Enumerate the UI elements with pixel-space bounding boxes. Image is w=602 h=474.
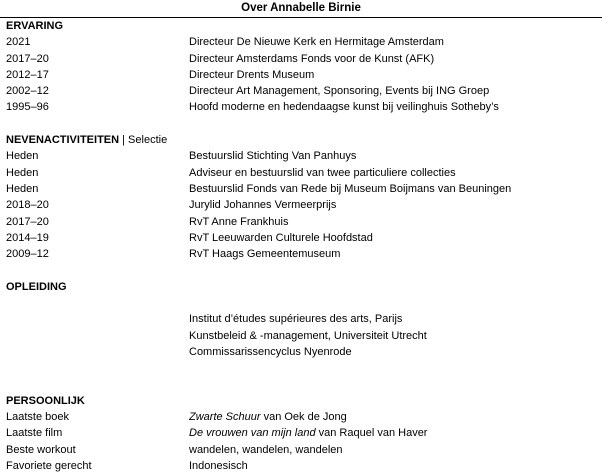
table-row [0,328,602,344]
period-cell: Heden [6,182,39,195]
period-cell: 2002–12 [6,85,49,98]
heading-nevenactiviteiten-suffix: | Selectie [119,134,168,147]
label-cell: Laatste boek [6,411,69,424]
table-row [0,442,602,458]
table-row [0,311,602,327]
table-row [0,344,602,360]
description-cell: RvT Anne Frankhuis [189,215,289,228]
description-cell: Adviseur en bestuurslid van twee particuliere collecties [189,166,456,179]
section-heading-persoonlijk [0,393,602,409]
description-cell: Directeur Amsterdams Fonds voor de Kunst (AFK) [189,52,435,65]
table-row [0,148,602,164]
description-cell: Hoofd moderne en hedendaagse kunst bij veilinghuis Sotheby’s [189,101,499,114]
heading-opleiding: OPLEIDING [6,280,67,293]
label-cell: Favoriete gerecht [6,460,92,473]
table-row [0,99,602,115]
table-row [0,230,602,246]
period-cell: 2017–20 [6,52,49,65]
period-cell: 1995–96 [6,101,49,114]
table-row [0,51,602,67]
spacer-row [0,377,602,393]
film-maker: van Raquel van Haver [315,427,428,440]
table-row [0,409,602,425]
description-cell: Commissarissencyclus Nyenrode [189,345,352,358]
period-cell [0,344,189,360]
book-author: van Oek de Jong [260,411,347,424]
spacer-row [0,360,602,376]
period-cell: 2021 [6,36,31,49]
spacer-row [0,295,602,311]
heading-persoonlijk: PERSOONLIJK [6,394,85,407]
spacer-row [0,262,602,278]
period-cell: 2018–20 [6,199,49,212]
period-cell [0,328,189,344]
heading-ervaring: ERVARING [6,20,64,32]
table-row [0,458,602,474]
period-cell: 2009–12 [6,248,49,261]
description-cell: Directeur De Nieuwe Kerk en Hermitage Amsterdam [189,36,444,49]
table-row [0,246,602,262]
section-heading-nevenactiviteiten [0,132,602,148]
description-cell: Indonesisch [189,460,248,473]
table-row [0,214,602,230]
period-cell: 2012–17 [6,68,49,81]
description-cell [189,425,602,441]
heading-nevenactiviteiten-label: NEVENACTIVITEITEN [6,134,120,147]
table-row [0,67,602,83]
description-cell: Institut d’études supérieures des arts, Parijs [189,313,403,326]
film-title: De vrouwen van mijn land [189,427,316,440]
period-cell: 2017–20 [6,215,49,228]
book-title: Zwarte Schuur [189,411,261,424]
description-cell: Directeur Art Management, Sponsoring, Events bij ING Groep [189,85,490,98]
label-cell: Beste workout [6,443,76,456]
table-row [0,83,602,99]
description-cell: Kunstbeleid & -management, Universiteit Utrecht [189,329,427,342]
period-cell: 2014–19 [6,231,49,244]
description-cell [189,409,602,425]
period-cell [0,311,189,327]
heading-nevenactiviteiten [0,132,167,148]
description-cell: Jurylid Johannes Vermeerprijs [189,199,337,212]
label-cell: Laatste film [6,427,63,440]
table-row [0,165,602,181]
table-row [0,425,602,441]
period-cell: Heden [6,166,39,179]
description-cell: RvT Haags Gemeentemuseum [189,248,341,261]
description-cell: Bestuurslid Stichting Van Panhuys [189,150,357,163]
spacer-row [0,116,602,132]
table-row [0,181,602,197]
description-cell: Bestuurslid Fonds van Rede bij Museum Boijmans van Beuningen [189,182,512,195]
table-row [0,197,602,213]
sheet-title: Over Annabelle Birnie [0,0,602,18]
description-cell: Directeur Drents Museum [189,68,315,81]
section-heading-opleiding [0,279,602,295]
period-cell: Heden [6,150,39,163]
description-cell: wandelen, wandelen, wandelen [189,443,343,456]
description-cell: RvT Leeuwarden Culturele Hoofdstad [189,231,373,244]
section-heading-ervaring [0,18,602,34]
table-row [0,34,602,50]
